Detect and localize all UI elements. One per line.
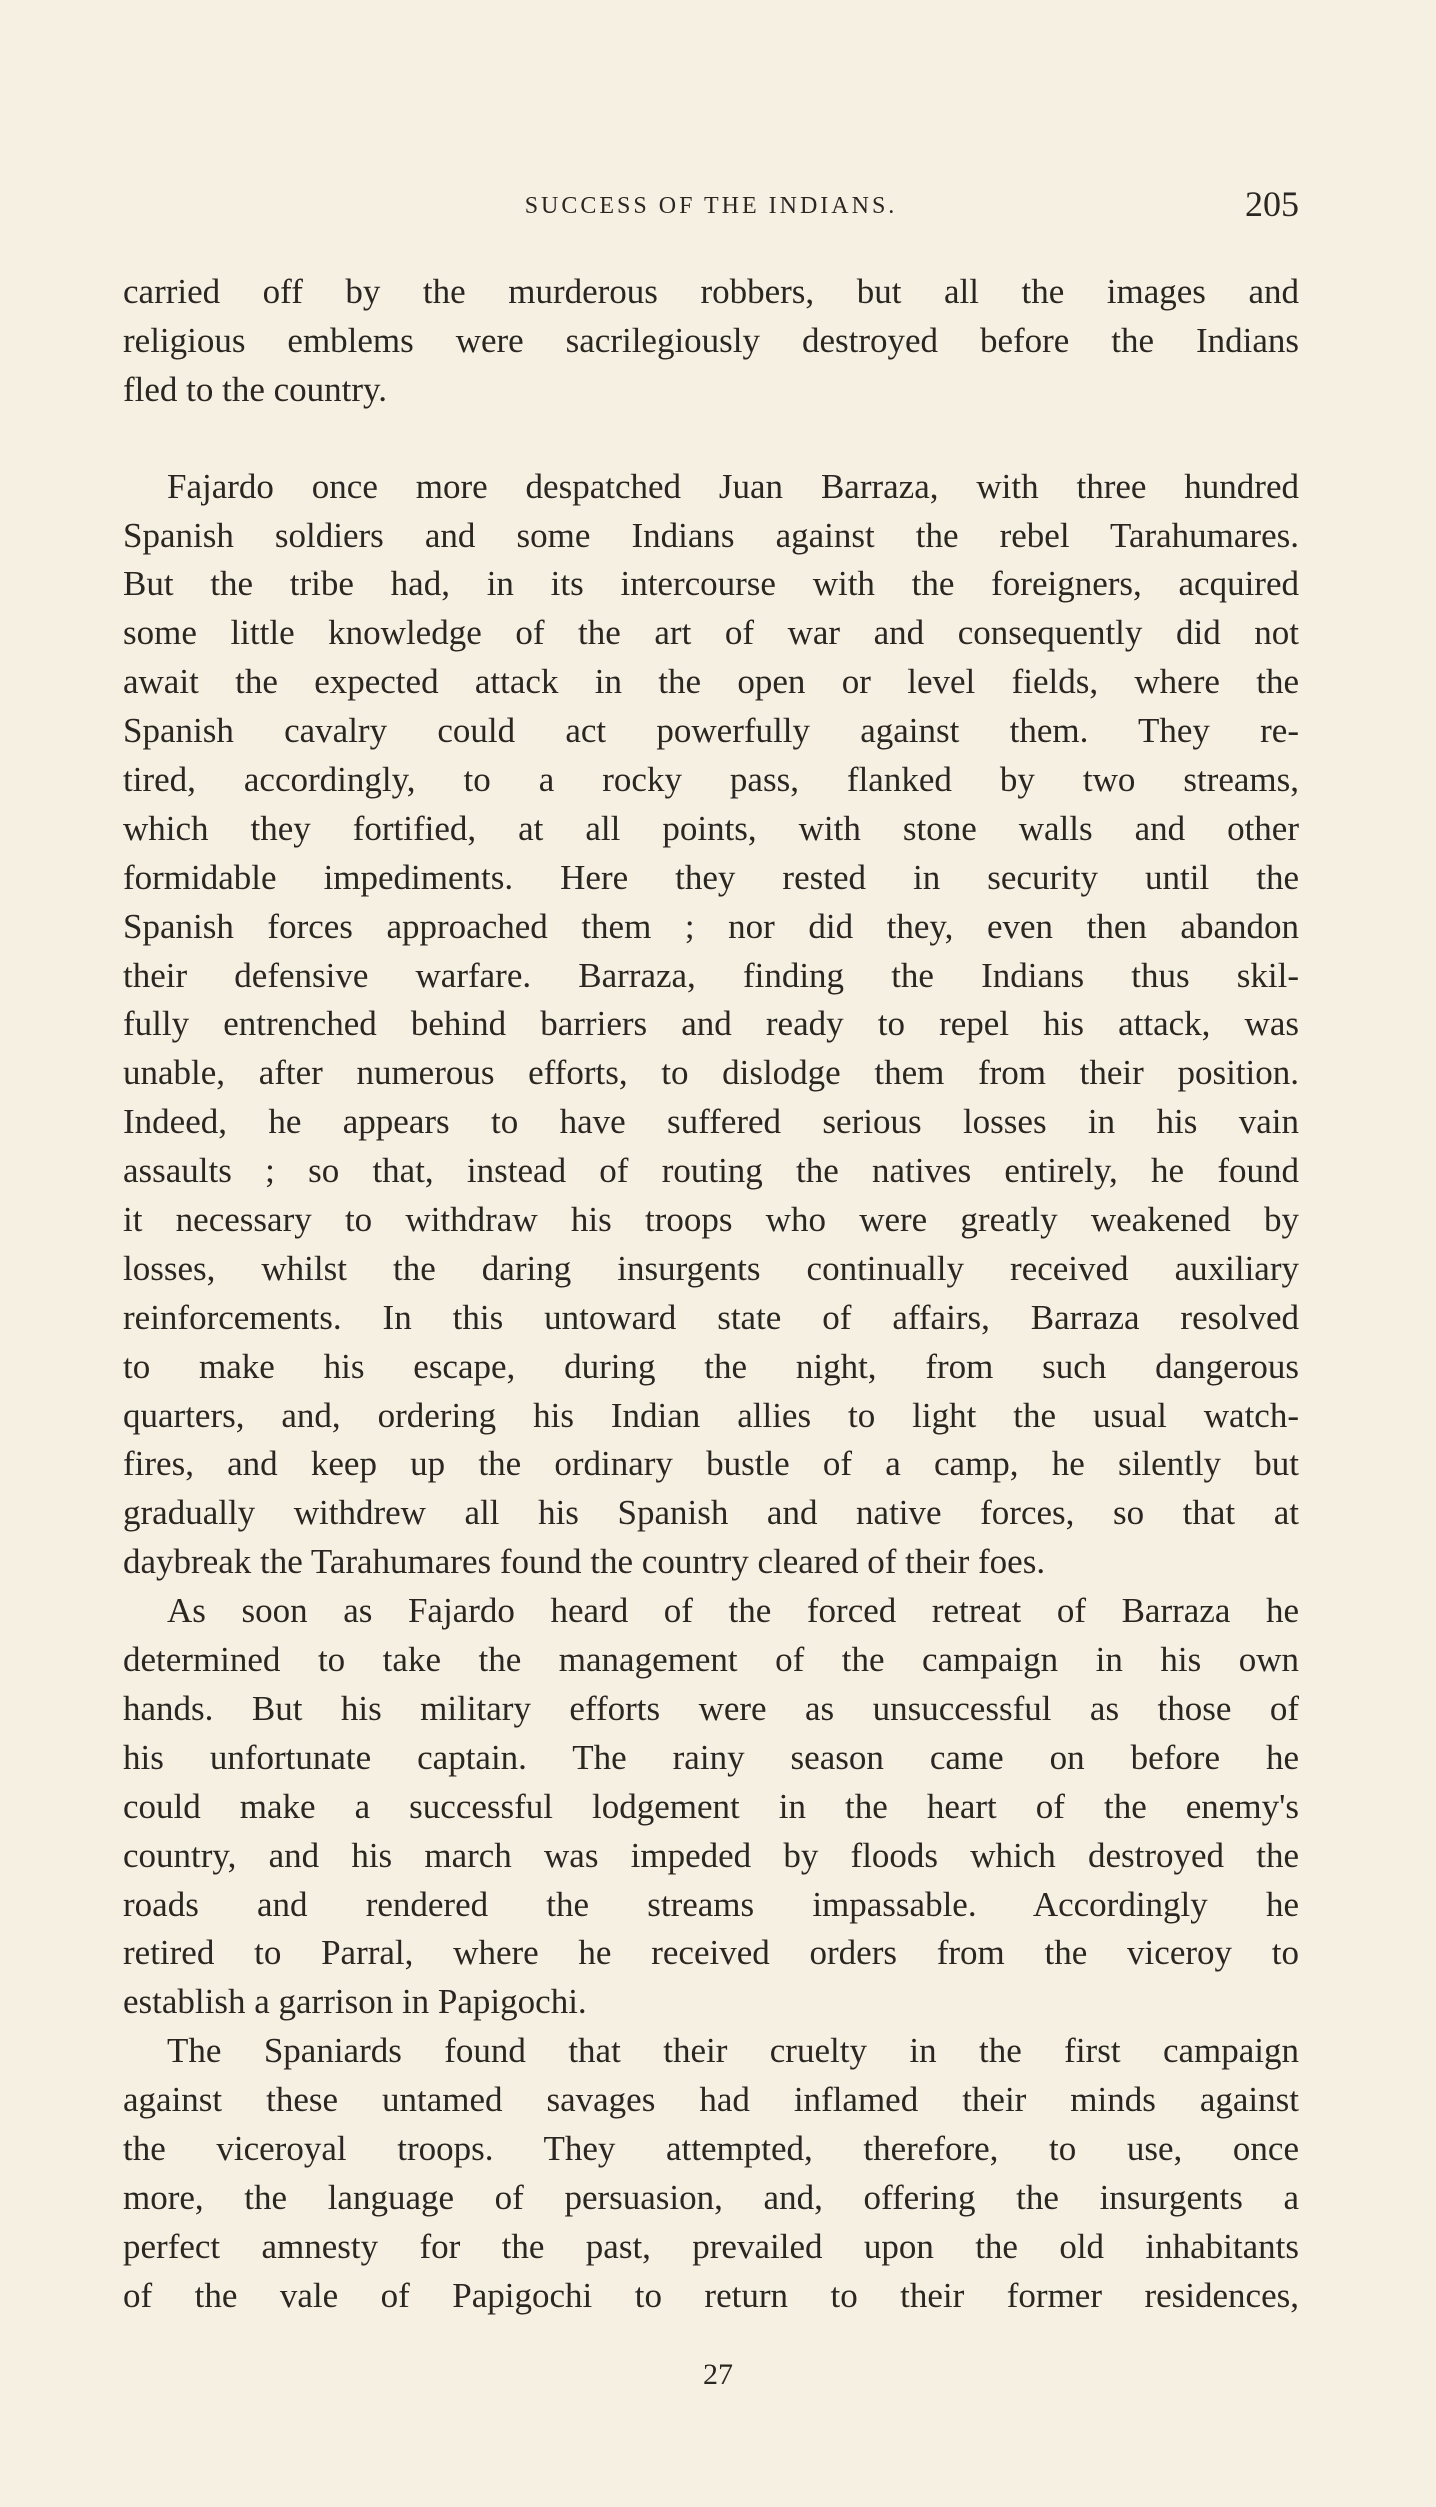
- text-line: Fajardo once more despatched Juan Barraza, with three hundred: [167, 466, 1299, 506]
- paragraph: [123, 2027, 1299, 2320]
- text-line: The Spaniards found that their cruelty in the first campaign: [167, 2031, 1299, 2071]
- page-number: 205: [1245, 184, 1299, 224]
- text-line: tired, accordingly, to a rocky pass, flanked by two streams,: [123, 760, 1299, 800]
- text-line: losses, whilst the daring insurgents continually received auxiliary: [123, 1248, 1299, 1288]
- text-line: hands. But his military efforts were as unsuccessful as those of: [123, 1688, 1299, 1728]
- text-line: country, and his march was impeded by floods which destroyed the: [123, 1835, 1299, 1875]
- text-line: formidable impediments. Here they rested in security until the: [123, 857, 1299, 897]
- text-line: Spanish cavalry could act powerfully against them. They re-: [123, 711, 1299, 751]
- text-line: But the tribe had, in its intercourse with the foreigners, acquired: [123, 564, 1299, 604]
- text-line: reinforcements. In this untoward state of affairs, Barraza resolved: [123, 1297, 1299, 1337]
- text-line: perfect amnesty for the past, prevailed upon the old inhabitants: [123, 2226, 1299, 2266]
- text-line: his unfortunate captain. The rainy season came on before he: [123, 1737, 1299, 1777]
- text-line: assaults ; so that, instead of routing the natives entirely, he found: [123, 1151, 1299, 1191]
- text-line: fully entrenched behind barriers and ready to repel his attack, was: [123, 1004, 1299, 1044]
- text-line: Indeed, he appears to have suffered serious losses in his vain: [123, 1102, 1299, 1142]
- text-line: more, the language of persuasion, and, offering the insurgents a: [123, 2177, 1299, 2217]
- paragraph: [123, 463, 1299, 1587]
- text-line: await the expected attack in the open or level fields, where the: [123, 662, 1299, 702]
- text-line: the viceroyal troops. They attempted, therefore, to use, once: [123, 2128, 1299, 2168]
- text-line: Spanish soldiers and some Indians against the rebel Tarahumares.: [123, 515, 1299, 555]
- text-line: Spanish forces approached them ; nor did they, even then abandon: [123, 906, 1299, 946]
- text-line: against these untamed savages had inflamed their minds against: [123, 2080, 1299, 2120]
- text-line: roads and rendered the streams impassable. Accordingly he: [123, 1884, 1299, 1924]
- text-line: gradually withdrew all his Spanish and native forces, so that at: [123, 1493, 1299, 1533]
- text-line: could make a successful lodgement in the heart of the enemy's: [123, 1786, 1299, 1826]
- text-line: which they fortified, at all points, with stone walls and other: [123, 808, 1299, 848]
- text-line: it necessary to withdraw his troops who were greatly weakened by: [123, 1200, 1299, 1240]
- page-header: [123, 183, 1299, 233]
- text-line: fled to the country.: [123, 369, 388, 409]
- text-line: establish a garrison in Papigochi.: [123, 1982, 587, 2022]
- paragraph: [123, 1587, 1299, 2027]
- running-head: SUCCESS OF THE INDIANS.: [524, 193, 898, 219]
- text-line: to make his escape, during the night, from such dangerous: [123, 1346, 1299, 1386]
- text-line: some little knowledge of the art of war and consequently did not: [123, 613, 1299, 653]
- text-line: quarters, and, ordering his Indian allies to light the usual watch-: [123, 1395, 1299, 1435]
- text-line: unable, after numerous efforts, to dislodge them from their position.: [123, 1053, 1299, 1093]
- body-text: [123, 268, 1299, 2321]
- text-line: religious emblems were sacrilegiously destroyed before the Indians: [123, 320, 1299, 360]
- paragraph: [123, 268, 1299, 415]
- text-line: of the vale of Papigochi to return to their former residences,: [123, 2275, 1299, 2315]
- text-line: determined to take the management of the campaign in his own: [123, 1640, 1299, 1680]
- text-line: fires, and keep up the ordinary bustle of a camp, he silently but: [123, 1444, 1299, 1484]
- text-line: daybreak the Tarahumares found the country cleared of their foes.: [123, 1542, 1046, 1582]
- text-line: carried off by the murderous robbers, but all the images and: [123, 272, 1299, 311]
- signature-mark: 27: [703, 2358, 733, 2391]
- text-line: retired to Parral, where he received orders from the viceroy to: [123, 1933, 1299, 1973]
- text-line: their defensive warfare. Barraza, finding the Indians thus skil-: [123, 955, 1299, 995]
- text-line: As soon as Fajardo heard of the forced retreat of Barraza he: [167, 1591, 1299, 1631]
